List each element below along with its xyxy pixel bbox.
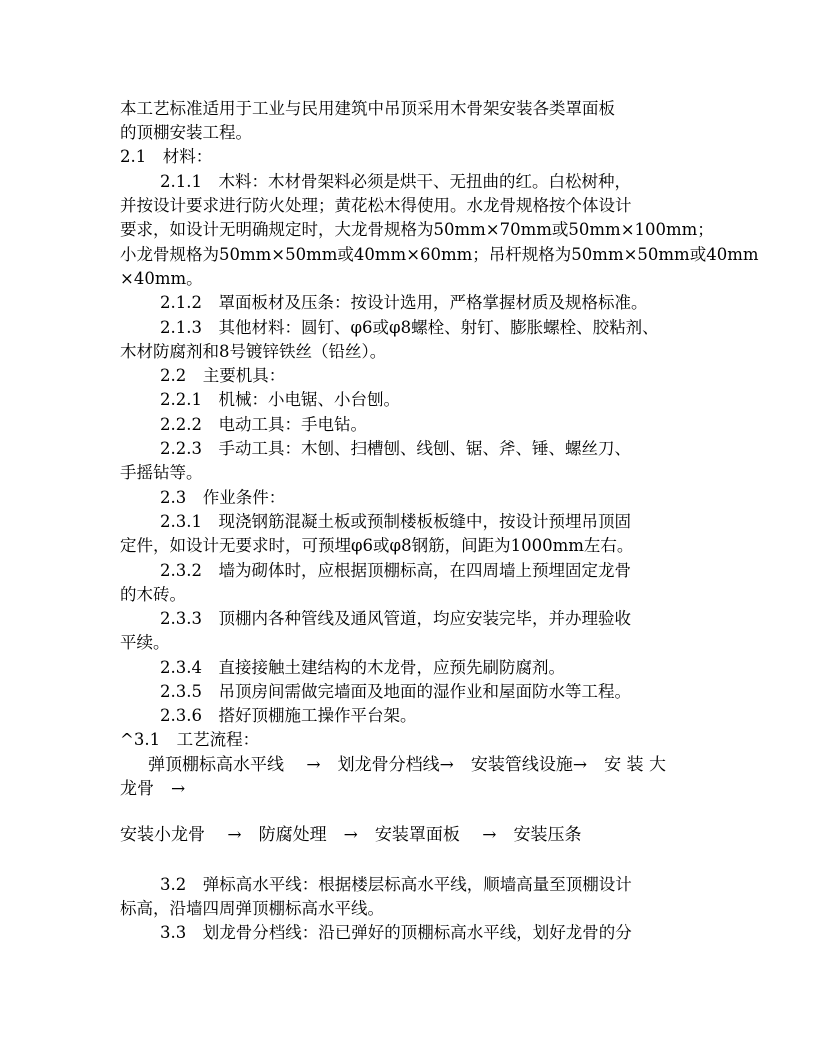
text-line: 小龙骨规格为50mm×50mm或40mm×60mm；吊杆规格为50mm×50mm或40mm [120, 245, 759, 264]
text-line: 的木砖。 [120, 585, 186, 604]
text-line: 木材防腐剂和8号镀锌铁丝（铅丝）。 [120, 342, 387, 361]
text-line: 平续。 [120, 633, 170, 652]
text-line: 标高，沿墙四周弹顶棚标高水平线。 [120, 899, 384, 918]
text-line: 2.1.1 木料：木材骨架料必须是烘干、无扭曲的红。白松树种， [160, 172, 631, 191]
text-line: ×40mm。 [120, 269, 203, 288]
text-line: 2.3.3 顶棚内各种管线及通风管道，均应安装完毕，并办理验收 [160, 609, 631, 628]
section-heading-2-1: 2.1 材料： [120, 147, 213, 166]
text-line: 2.2.3 手动工具：木刨、扫槽刨、线刨、锯、斧、锤、螺丝刀、 [160, 439, 631, 458]
section-heading-2-3: 2.3 作业条件： [160, 488, 286, 507]
text-line: 的顶棚安装工程。 [120, 123, 252, 142]
text-line: 3.3 划龙骨分档线：沿已弹好的顶棚标高水平线，划好龙骨的分 [160, 923, 632, 942]
section-heading-2-2: 2.2 主要机具： [160, 366, 286, 385]
text-line: 2.3.2 墙为砌体时，应根据顶棚标高，在四周墙上预埋固定龙骨 [160, 561, 631, 580]
section-heading-3-1: ^3.1 工艺流程： [120, 730, 260, 749]
text-line: 2.3.5 吊顶房间需做完墙面及地面的湿作业和屋面防水等工程。 [160, 682, 631, 701]
text-line: 2.3.6 搭好顶棚施工操作平台架。 [160, 706, 417, 725]
text-line: 2.3.4 直接接触土建结构的木龙骨，应预先刷防腐剂。 [160, 658, 565, 677]
text-line: 2.2.2 电动工具：手电钻。 [160, 415, 367, 434]
text-line: 要求，如设计无明确规定时，大龙骨规格为50mm×70mm或50mm×100mm； [120, 220, 714, 239]
process-flow-line: 弹顶棚标高水平线 → 划龙骨分档线→ 安装管线设施→ 安 装 大 [148, 755, 666, 775]
process-flow-line: 安装小龙骨 → 防腐处理 → 安装罩面板 → 安装压条 [120, 825, 582, 845]
text-line: 2.2.1 机械：小电锯、小台刨。 [160, 390, 400, 409]
text-line: 定件，如设计无要求时，可预埋φ6或φ8钢筋，间距为1000mm左右。 [120, 536, 634, 555]
text-line: 3.2 弹标高水平线：根据楼层标高水平线，顺墙高量至顶棚设计 [160, 875, 632, 894]
text-line: 并按设计要求进行防火处理；黄花松木得使用。水龙骨规格按个体设计 [120, 196, 632, 215]
text-line: 2.3.1 现浇钢筋混凝土板或预制楼板板缝中，按设计预埋吊顶固 [160, 512, 631, 531]
text-line: 2.1.2 罩面板材及压条：按设计选用，严格掌握材质及规格标准。 [160, 293, 648, 312]
text-line: 本工艺标准适用于工业与民用建筑中吊顶采用木骨架安装各类罩面板 [120, 99, 615, 118]
text-line: 手摇钻等。 [120, 463, 203, 482]
text-line: 2.1.3 其他材料：圆钉、φ6或φ8螺栓、射钉、膨胀螺栓、胶粘剂、 [160, 318, 659, 337]
process-flow-line: 龙骨 → [120, 779, 186, 799]
